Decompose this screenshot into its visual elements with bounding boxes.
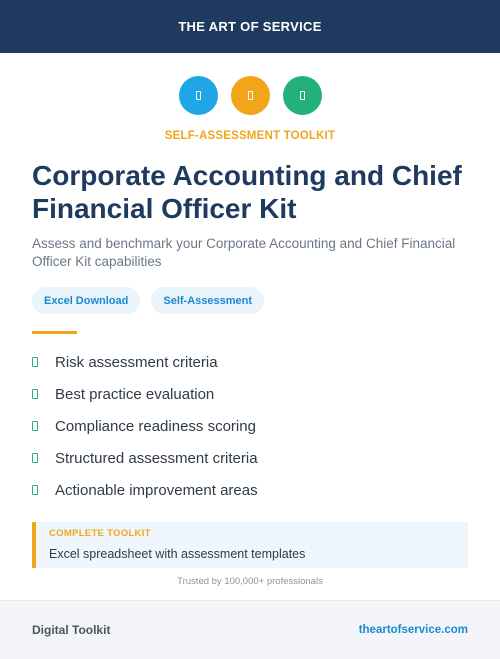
tag-excel-download: Excel Download [32, 287, 140, 314]
website-link[interactable]: theartofservice.com [358, 624, 468, 636]
list-item [32, 442, 468, 474]
feature-text: Best practice evaluation [55, 385, 215, 403]
check-icon [32, 389, 38, 399]
feature-text: Actionable improvement areas [55, 481, 258, 499]
check-icon [32, 485, 38, 495]
tag-self-assessment: Self-Assessment [151, 287, 264, 314]
feature-text: Structured assessment criteria [55, 449, 258, 467]
page-title: Corporate Accounting and Chief Financial Officer Kit [32, 160, 462, 224]
footer [0, 600, 500, 659]
accent-divider [32, 331, 77, 334]
check-icon [32, 357, 38, 367]
checklist-icon [283, 76, 322, 115]
list-item [32, 474, 468, 506]
category-label: SELF-ASSESSMENT TOOLKIT [164, 130, 336, 142]
feature-text: Compliance readiness scoring [55, 417, 256, 435]
tag-list [32, 287, 468, 314]
footer-label: Digital Toolkit [32, 623, 111, 637]
document-icon [179, 76, 218, 115]
clipboard-icon [231, 76, 270, 115]
feature-text: Risk assessment criteria [55, 353, 218, 371]
feature-list [32, 346, 468, 506]
icon-row [0, 76, 500, 115]
brand-title: THE ART OF SERVICE [178, 19, 322, 34]
top-banner [0, 0, 500, 53]
list-item [32, 378, 468, 410]
check-icon [32, 453, 38, 463]
toolkit-callout [32, 522, 468, 568]
check-icon [32, 421, 38, 431]
callout-text: Excel spreadsheet with assessment templates [49, 547, 306, 561]
list-item [32, 346, 468, 378]
page-subtitle: Assess and benchmark your Corporate Accounting and Chief Financial Officer Kit capabilities [32, 236, 456, 269]
callout-label: COMPLETE TOOLKIT [49, 528, 151, 539]
list-item [32, 410, 468, 442]
trust-note: Trusted by 100,000+ professionals [177, 576, 323, 587]
